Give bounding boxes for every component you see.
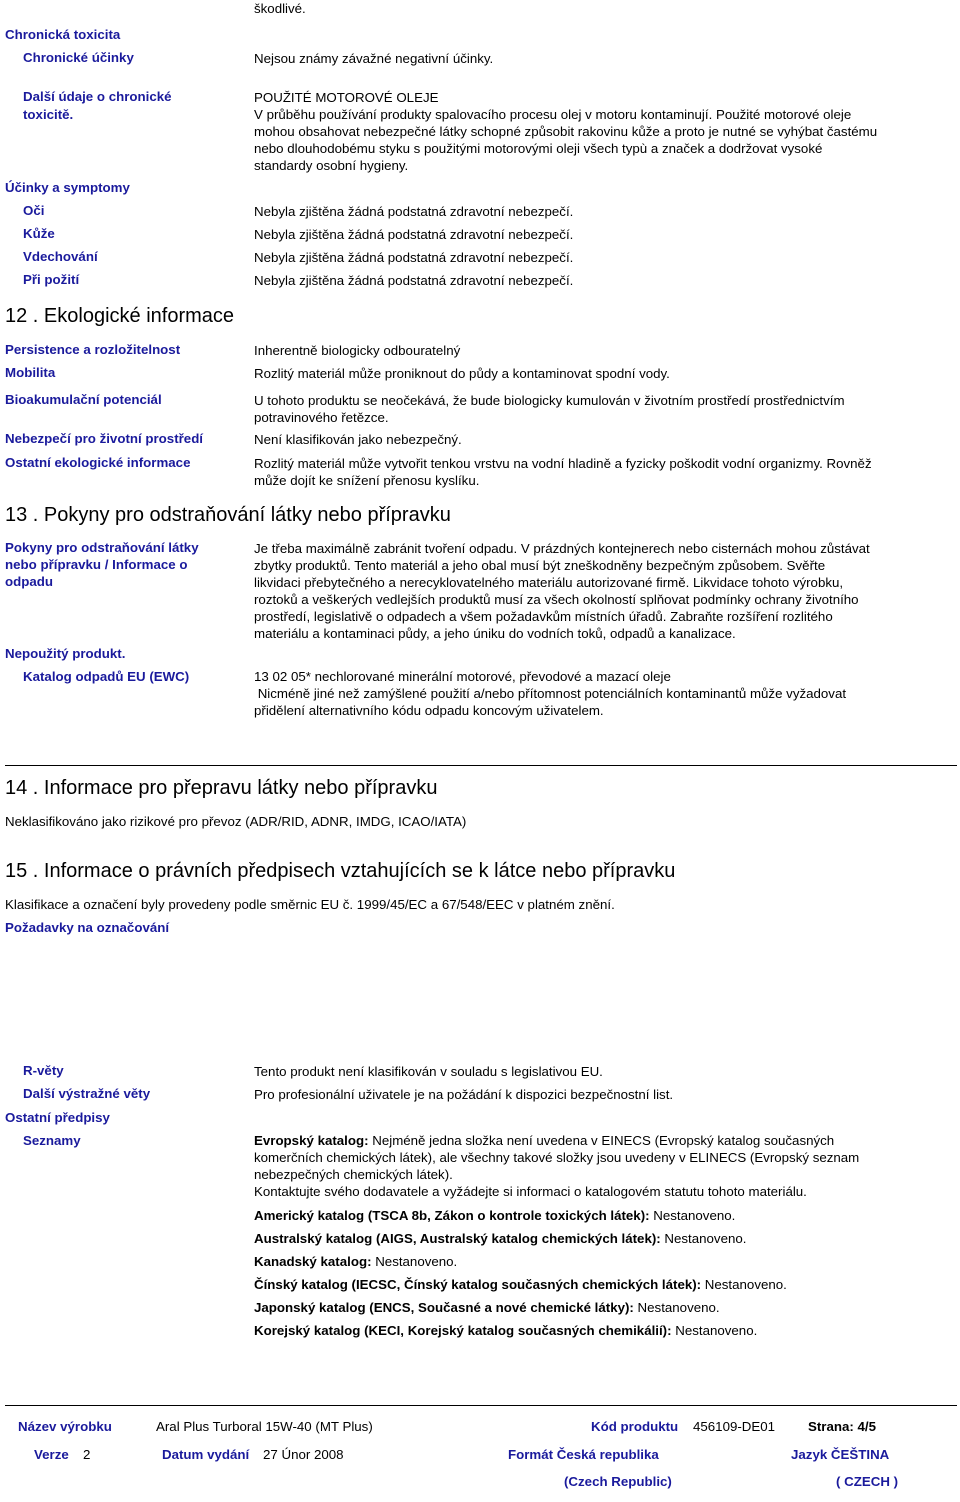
section-12-title: 12 . Ekologické informace <box>5 305 235 327</box>
eyes-text: Nebyla zjištěna žádná podstatná zdravotní nebezpečí. <box>254 204 574 219</box>
chronic-effects-label: Chronické účinky <box>23 50 134 65</box>
cn-catalog-value: Nestanoveno. <box>701 1277 787 1292</box>
issue-date-label: Datum vydání <box>162 1447 250 1462</box>
eu-catalog-line: nebezpečných chemických látek). <box>254 1167 453 1182</box>
divider <box>5 765 957 766</box>
eu-catalog-desc: Nejméně jedna složka není uvedena v EINECS (Evropský katalog současných <box>368 1133 835 1148</box>
ewc-label: Katalog odpadů EU (EWC) <box>23 669 190 684</box>
eu-catalog-line: Kontaktujte svého dodavatele a vyžádejte si informaci o katalogovém statutu tohoto materiálu. <box>254 1184 807 1199</box>
more-chronic-label-line2: toxicitě. <box>23 107 74 122</box>
skin-label: Kůže <box>23 226 55 241</box>
r-phrases-label: R-věty <box>23 1063 64 1078</box>
symptoms-heading: Účinky a symptomy <box>5 180 130 195</box>
bioaccumulation-line: U tohoto produktu se neočekává, že bude biologicky kumulován v životním prostředí prostřednictvím <box>254 393 845 408</box>
footer-divider <box>5 1405 957 1406</box>
us-catalog-line <box>254 1207 735 1224</box>
disposal-label-line: odpadu <box>5 574 54 589</box>
used-oil-line: mohou obsahovat nebezpečné látky schopné způsobit rakovinu kůže a proto je nutné se vyhýbat častému <box>254 124 878 139</box>
language-sub: ( CZECH ) <box>836 1474 899 1489</box>
top-fragment-text: škodlivé. <box>254 1 306 16</box>
ewc-line: 13 02 05* nechlorované minerální motorové, převodové a mazací oleje <box>254 669 671 684</box>
us-catalog-title: Americký katalog (TSCA 8b, Zákon o kontrole toxických látek): <box>254 1208 650 1223</box>
ca-catalog-value: Nestanoveno. <box>371 1254 458 1269</box>
kr-catalog-line <box>254 1322 757 1339</box>
jp-catalog-line <box>254 1299 720 1316</box>
used-oil-line: standardy osobní hygieny. <box>254 158 409 173</box>
disposal-line: likvidaci přebytečného a nerecyklovatelného materiálu autorizované firmě. Likvidace tohoto výrobku, <box>254 575 844 590</box>
inhalation-text: Nebyla zjištěna žádná podstatná zdravotní nebezpečí. <box>254 250 574 265</box>
disposal-line: zbytky produktů. Tento materiál a jeho obal musí být zneškodněny bezpečným způsobem. Svěřte <box>254 558 826 573</box>
format-label: Formát Česká republika <box>508 1447 659 1462</box>
disposal-line: roztoků a veškerých vedlejších produktů musí za všech okolností splňovat podmínky ochrany životního <box>254 592 859 607</box>
au-catalog-title: Australský katalog (AIGS, Australský katalog chemických látek): <box>254 1231 661 1246</box>
ewc-line: Nicméně jiné než zamýšlené použití a/nebo přítomnost potenciálních kontaminantů může vyžadovat <box>254 686 847 701</box>
au-catalog-line <box>254 1230 746 1247</box>
other-warnings-label: Další výstražné věty <box>23 1086 151 1101</box>
ewc-line: přidělení alternativního kódu odpadu koncovým uživatelem. <box>254 703 604 718</box>
other-regulations-label: Ostatní předpisy <box>5 1110 110 1125</box>
ewc-text <box>254 668 949 719</box>
disposal-text <box>254 540 949 642</box>
bioaccumulation-line: potravinového řetězce. <box>254 410 389 425</box>
inhalation-label: Vdechování <box>23 249 98 264</box>
disposal-label-line: Pokyny pro odstraňování látky <box>5 540 199 555</box>
chronic-toxicity-heading: Chronická toxicita <box>5 27 121 42</box>
persistence-text: Inherentně biologicky odbouratelný <box>254 343 461 358</box>
transport-text: Neklasifikováno jako rizikové pro převoz (ADR/RID, ADNR, IMDG, ICAO/IATA) <box>5 814 467 829</box>
eu-catalog-title: Evropský katalog: <box>254 1133 369 1148</box>
page-number: Strana: 4/5 <box>808 1419 876 1434</box>
ingestion-label: Při požití <box>23 272 80 287</box>
version-value: 2 <box>83 1447 91 1462</box>
disposal-line: materiálu a kontaminaci půdy, a jeho úniku do vodních toků, odpadů a kanalizace. <box>254 626 736 641</box>
ca-catalog-title: Kanadský katalog: <box>254 1254 372 1269</box>
jp-catalog-title: Japonský katalog (ENCS, Současné a nové chemické látky): <box>254 1300 634 1315</box>
used-oil-line: V průběhu používání produkty spalovacího procesu olej v motoru kontaminují. Použité motorové oleje <box>254 107 852 122</box>
labelling-requirements-label: Požadavky na označování <box>5 920 170 935</box>
eu-catalog-text <box>254 1132 949 1200</box>
bioaccumulation-text <box>254 392 949 426</box>
other-eco-text <box>254 455 949 489</box>
format-sub: (Czech Republic) <box>564 1474 672 1489</box>
product-name-label: Název výrobku <box>18 1419 112 1434</box>
disposal-line: prostředí, legislativě o odpadech a všem požadavkům místních úřadů. Zabraňte rozšíření rozlitého <box>254 609 833 624</box>
version-label: Verze <box>34 1447 69 1462</box>
chronic-effects-text: Nejsou známy závažné negativní účinky. <box>254 51 494 66</box>
r-phrases-text: Tento produkt není klasifikován v souladu s legislativou EU. <box>254 1064 603 1079</box>
persistence-label: Persistence a rozložitelnost <box>5 342 181 357</box>
kr-catalog-title: Korejský katalog (KECI, Korejský katalog současných chemikálií): <box>254 1323 672 1338</box>
skin-text: Nebyla zjištěna žádná podstatná zdravotní nebezpečí. <box>254 227 574 242</box>
section-14-title: 14 . Informace pro přepravu látky nebo přípravku <box>5 777 438 799</box>
eu-catalog-line: komerčních chemických látek), ale všechny takové složky jsou uvedeny v ELINECS (Evropský seznam <box>254 1150 860 1165</box>
disposal-line: Je třeba maximálně zabránit tvoření odpadu. V prázdných kontejnerech nebo cisternách mohou zůstávat <box>254 541 870 556</box>
used-oil-paragraph <box>254 106 949 174</box>
other-eco-line: Rozlitý materiál může vytvořit tenkou vrstvu na vodní hladině a fyzicky poškodit vodní organizmy. Rovněž <box>254 456 872 471</box>
issue-date: 27 Únor 2008 <box>263 1447 344 1462</box>
mobility-label: Mobilita <box>5 365 56 380</box>
other-eco-line: může dojít ke snížení přenosu kyslíku. <box>254 473 480 488</box>
bioaccumulation-label: Bioakumulační potenciál <box>5 392 162 407</box>
env-hazard-text: Není klasifikován jako nebezpečný. <box>254 432 462 447</box>
other-eco-label: Ostatní ekologické informace <box>5 455 191 470</box>
jp-catalog-value: Nestanoveno. <box>633 1300 720 1315</box>
cn-catalog-title: Čínský katalog (IECSC, Čínský katalog současných chemických látek): <box>254 1277 702 1292</box>
more-chronic-label-line1: Další údaje o chronické <box>23 89 172 104</box>
unused-product-label: Nepoužitý produkt. <box>5 646 126 661</box>
disposal-label-line: nebo přípravku / Informace o <box>5 557 188 572</box>
env-hazard-label: Nebezpečí pro životní prostředí <box>5 431 204 446</box>
lists-label: Seznamy <box>23 1133 81 1148</box>
ingestion-text: Nebyla zjištěna žádná podstatná zdravotní nebezpečí. <box>254 273 574 288</box>
disposal-label <box>5 539 225 590</box>
regulatory-intro: Klasifikace a označení byly provedeny podle směrnic EU č. 1999/45/EC a 67/548/EEC v platném znění. <box>5 897 615 912</box>
eu-catalog-line <box>254 1132 949 1149</box>
us-catalog-value: Nestanoveno. <box>649 1208 736 1223</box>
used-oil-line: nebo dlouhodobému styku s použitými motorovými oleji všech typù a značek a dodržovat vysoké <box>254 141 823 156</box>
kr-catalog-value: Nestanoveno. <box>671 1323 758 1338</box>
au-catalog-value: Nestanoveno. <box>660 1231 747 1246</box>
ca-catalog-line <box>254 1253 457 1270</box>
other-warnings-text: Pro profesionální uživatele je na požádání k dispozici bezpečnostní list. <box>254 1087 674 1102</box>
section-13-title: 13 . Pokyny pro odstraňování látky nebo přípravku <box>5 504 451 526</box>
language-label: Jazyk ČEŠTINA <box>791 1447 890 1462</box>
eyes-label: Oči <box>23 203 45 218</box>
product-code: 456109-DE01 <box>693 1419 776 1434</box>
product-code-label: Kód produktu <box>591 1419 679 1434</box>
section-15-title: 15 . Informace o právních předpisech vztahujících se k látce nebo přípravku <box>5 860 676 882</box>
used-oil-heading: POUŽITÉ MOTOROVÉ OLEJE <box>254 90 439 105</box>
product-name: Aral Plus Turboral 15W-40 (MT Plus) <box>156 1419 373 1434</box>
cn-catalog-line <box>254 1276 787 1293</box>
mobility-text: Rozlitý materiál může proniknout do půdy a kontaminovat spodní vody. <box>254 366 670 381</box>
